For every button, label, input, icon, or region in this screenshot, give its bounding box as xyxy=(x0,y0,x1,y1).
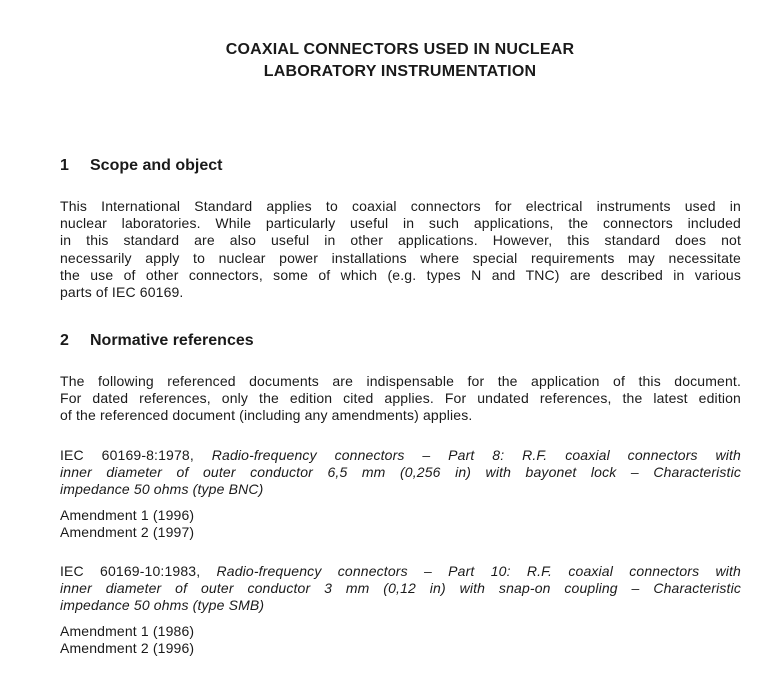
reference-line xyxy=(60,481,741,498)
amendment-item: Amendment 2 (1996) xyxy=(60,640,195,657)
reference-designation: IEC 60169-8:1978, xyxy=(60,447,194,463)
reference-title-part: impedance 50 ohms (type BNC) xyxy=(60,481,264,498)
reference-2-amendments xyxy=(60,623,741,657)
reference-line xyxy=(60,464,741,481)
title-line-1: COAXIAL CONNECTORS USED IN NUCLEAR xyxy=(225,41,575,58)
section-1-heading xyxy=(60,156,222,176)
section-2-heading xyxy=(60,331,254,351)
reference-title-part: Radio-frequency connectors – Part 8: R.F. coaxial connectors with xyxy=(211,447,741,463)
section-1-number: 1 xyxy=(60,157,69,174)
paragraph-line: necessarily apply to nuclear power installations where special requirements may necessitate xyxy=(60,249,741,266)
paragraph-line: parts of IEC 60169. xyxy=(60,284,184,301)
section-2-paragraph xyxy=(60,373,741,425)
paragraph-line: For dated references, only the edition cited applies. For undated references, the latest edition xyxy=(60,390,741,407)
reference-designation: IEC 60169-10:1983, xyxy=(60,563,201,579)
section-1-title: Scope and object xyxy=(90,157,223,174)
section-2-title: Normative references xyxy=(90,332,254,349)
paragraph-line: the use of other connectors, some of which (e.g. types N and TNC) are described in various xyxy=(60,266,741,283)
paragraph-line: nuclear laboratories. While particularly useful in such applications, the connectors included xyxy=(60,215,741,232)
section-2-number: 2 xyxy=(60,332,69,349)
paragraph-line: The following referenced documents are indispensable for the application of this document. xyxy=(60,373,741,389)
paragraph-line: in this standard are also useful in other applications. However, this standard does not xyxy=(60,232,741,249)
paragraph-line: of the referenced document (including any amendments) applies. xyxy=(60,407,473,424)
reference-title-part: Radio-frequency connectors – Part 10: R.F. coaxial connectors with xyxy=(216,563,741,579)
reference-line xyxy=(60,580,741,597)
reference-title-part: inner diameter of outer conductor 3 mm (0,12 in) with snap-on coupling – Characteristic xyxy=(60,580,741,597)
reference-line xyxy=(60,447,741,464)
reference-line xyxy=(60,597,741,614)
reference-title-part: impedance 50 ohms (type SMB) xyxy=(60,597,265,614)
amendment-item: Amendment 1 (1986) xyxy=(60,623,195,639)
reference-line xyxy=(60,563,741,580)
reference-1-amendments xyxy=(60,507,741,541)
title-line-2: LABORATORY INSTRUMENTATION xyxy=(263,63,537,80)
amendment-item: Amendment 1 (1996) xyxy=(60,507,195,523)
paragraph-line: This International Standard applies to coaxial connectors for electrical instruments used in xyxy=(60,198,741,214)
section-1-paragraph xyxy=(60,198,741,301)
reference-2 xyxy=(60,563,741,615)
reference-1 xyxy=(60,447,741,499)
reference-title-part: inner diameter of outer conductor 6,5 mm (0,256 in) with bayonet lock – Characteristic xyxy=(60,464,741,481)
amendment-item: Amendment 2 (1997) xyxy=(60,524,195,541)
document-title xyxy=(60,39,740,83)
